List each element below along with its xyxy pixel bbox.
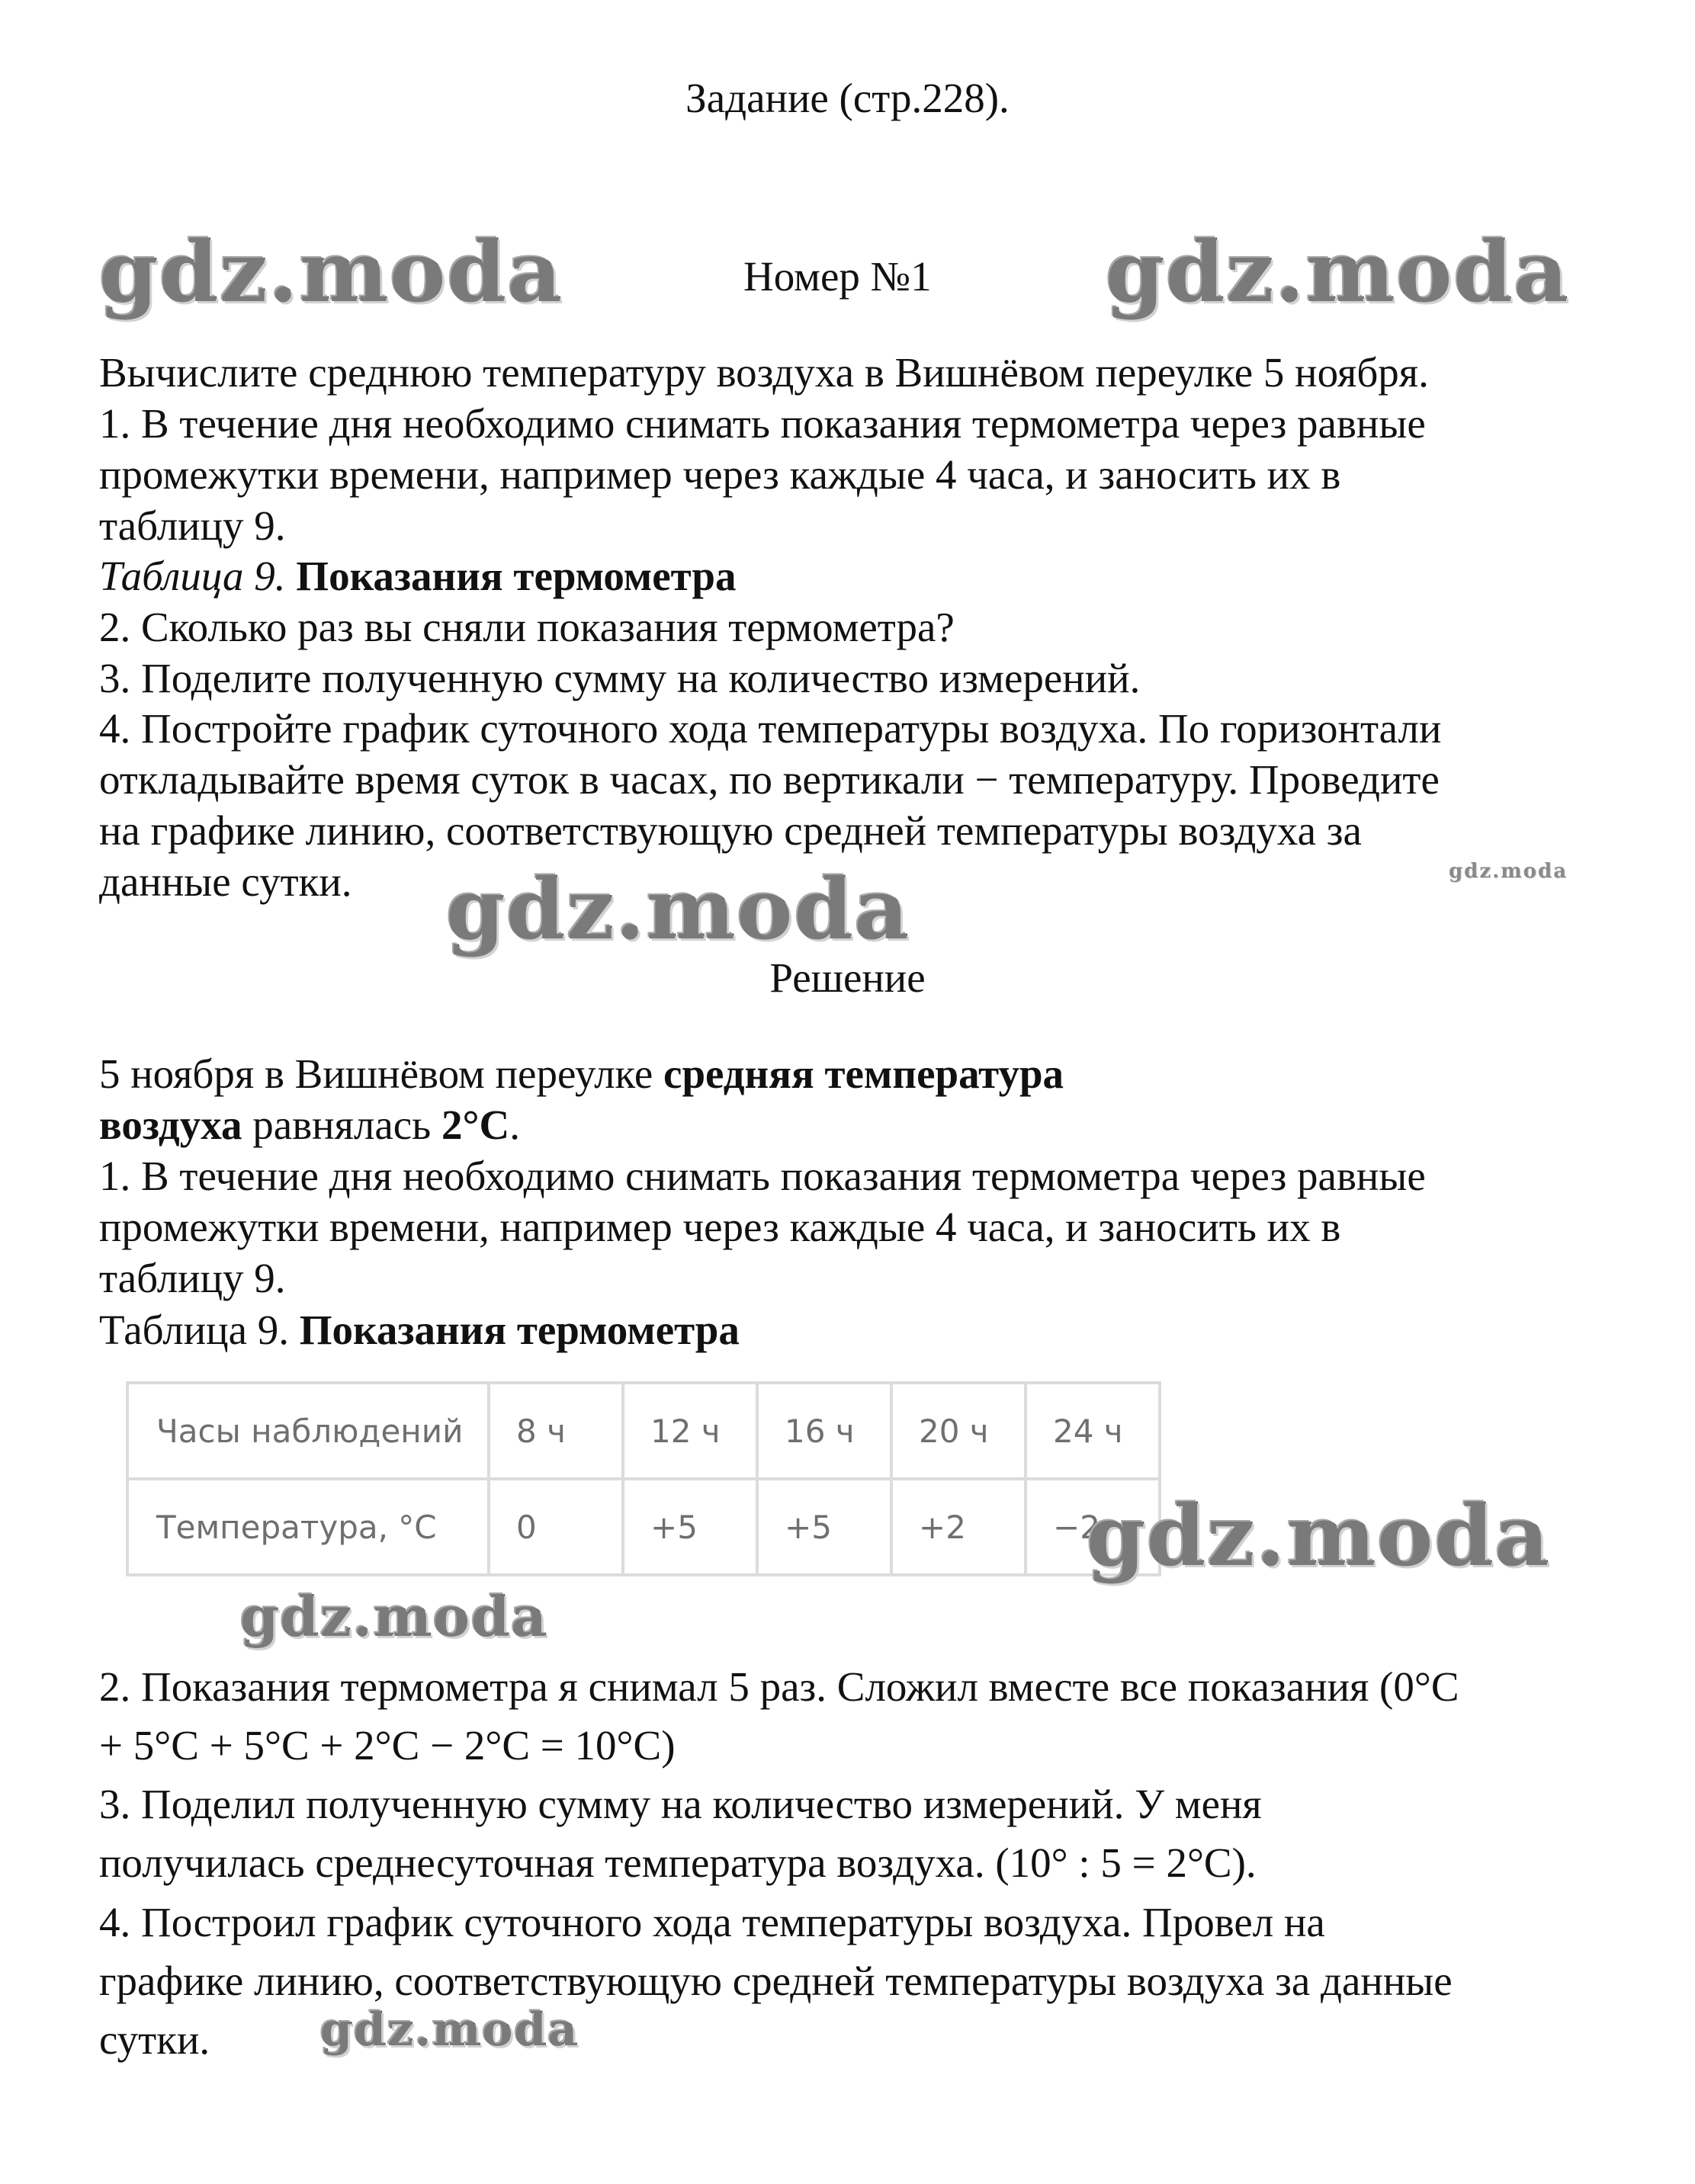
table-cell-temp: +5: [623, 1479, 757, 1575]
task-step3: 3. Поделите полученную сумму на количество измерений.: [99, 655, 1141, 701]
solution-step2-line: + 5°C + 5°C + 2°C − 2°C = 10°C): [99, 1722, 676, 1769]
task-step1-line: таблицу 9.: [99, 502, 286, 549]
task-step4-line: на графике линию, соответствующую средней температуры воздуха за: [99, 807, 1362, 854]
thermometer-table: [126, 1381, 1161, 1576]
watermark-logo: gdz.moda: [1106, 223, 1570, 321]
task-step4-line: 4. Постройте график суточного хода температуры воздуха. По горизонтали: [99, 705, 1442, 752]
watermark-logo: gdz.moda: [320, 2003, 579, 2057]
table-cell-temp: +5: [757, 1479, 891, 1575]
solution-step4-line: сутки.: [99, 2016, 210, 2063]
table-cell-hour: 8 ч: [489, 1383, 623, 1479]
task-step1-line: промежутки времени, например через каждые 4 часа, и заносить их в: [99, 451, 1341, 498]
solution-heading: Решение: [769, 954, 926, 1001]
solution-table-caption: Таблица 9. Показания термометра: [99, 1307, 740, 1353]
table-row-temperature: [127, 1479, 1160, 1575]
page-title: Задание (стр.228).: [685, 75, 1010, 121]
solution-step3-line: 3. Поделил полученную сумму на количество измерений. У меня: [99, 1781, 1262, 1827]
task-step2: 2. Сколько раз вы сняли показания термометра?: [99, 604, 955, 650]
watermark-logo: gdz.moda: [446, 860, 910, 958]
task-intro: Вычислите среднюю температуру воздуха в Вишнёвом переулке 5 ноября.: [99, 349, 1429, 396]
solution-step1-line: таблицу 9.: [99, 1255, 286, 1301]
solution-step1-line: промежутки времени, например через каждые 4 часа, и заносить их в: [99, 1204, 1341, 1250]
table-cell-hour: 12 ч: [623, 1383, 757, 1479]
watermark-logo: gdz.moda: [99, 223, 563, 321]
table-cell-hour: 20 ч: [891, 1383, 1026, 1479]
task-step1-line: 1. В течение дня необходимо снимать показания термометра через равные: [99, 400, 1426, 447]
watermark-logo-small: gdz.moda: [1449, 860, 1568, 883]
table-row-hours: [127, 1383, 1160, 1479]
solution-step1-line: 1. В течение дня необходимо снимать показания термометра через равные: [99, 1153, 1426, 1199]
table-cell-label: Часы наблюдений: [127, 1383, 489, 1479]
table-cell-label: Температура, °C: [127, 1479, 489, 1575]
solution-answer-line: 5 ноября в Вишнёвом переулке средняя температура: [99, 1050, 1064, 1097]
watermark-logo: gdz.moda: [1087, 1486, 1551, 1585]
solution-step3-line: получилась среднесуточная температура воздуха. (10° : 5 = 2°C).: [99, 1839, 1257, 1886]
solution-step4-line: 4. Построил график суточного хода температуры воздуха. Провел на: [99, 1899, 1325, 1945]
table-cell-temp: +2: [891, 1479, 1026, 1575]
table-cell-hour: 16 ч: [757, 1383, 891, 1479]
solution-step2-line: 2. Показания термометра я снимал 5 раз. Сложил вместе все показания (0°C: [99, 1663, 1459, 1710]
task-number: Номер №1: [743, 253, 932, 300]
table-cell-temp: −2: [1026, 1479, 1160, 1575]
table-cell-hour: 24 ч: [1026, 1383, 1160, 1479]
task-step4-line: данные сутки.: [99, 858, 352, 905]
task-table-caption: Таблица 9. Показания термометра: [99, 553, 737, 599]
watermark-logo: gdz.moda: [240, 1584, 548, 1649]
solution-answer-line: воздуха равнялась 2°C.: [99, 1102, 520, 1148]
solution-step4-line: графике линию, соответствующую средней температуры воздуха за данные: [99, 1958, 1453, 2004]
table-cell-temp: 0: [489, 1479, 623, 1575]
task-step4-line: откладывайте время суток в часах, по вертикали − температуру. Проведите: [99, 756, 1440, 803]
